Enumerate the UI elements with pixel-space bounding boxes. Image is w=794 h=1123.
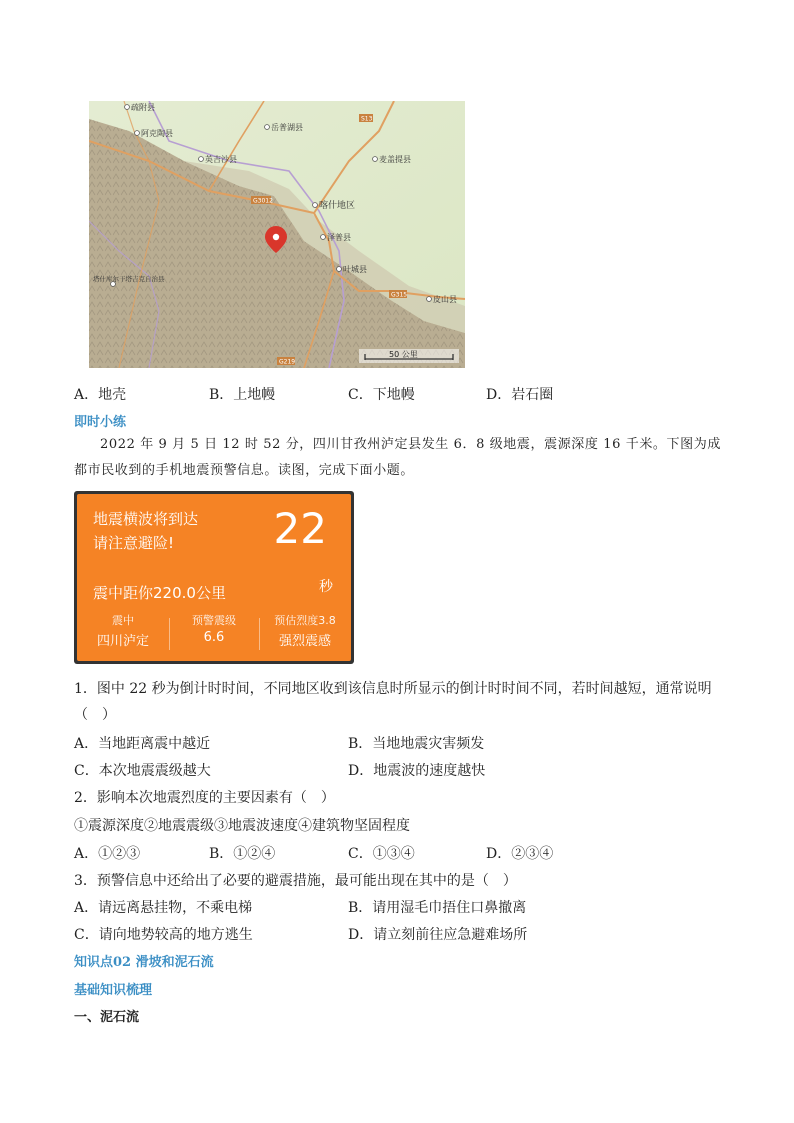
label-zepu: 泽普县 [327, 233, 351, 242]
alert-seconds-unit: 秒 [319, 579, 333, 595]
road-label-g3012: G3012 [253, 197, 273, 205]
q2-factors: ①震源深度②地震震级③地震波速度④建筑物坚固程度 [74, 818, 410, 834]
q3-option-d: D．请立刻前往应急避难场所 [348, 927, 528, 943]
q2-option-c: C．①③④ [348, 846, 415, 862]
label-shufu: 疏附县 [131, 103, 155, 112]
alert-cell-value: 强烈震感 [278, 634, 331, 649]
alert-cell-value: 6.6 [203, 630, 225, 645]
earthquake-region-map [89, 101, 465, 368]
map-scale-bar [359, 349, 459, 363]
label-yecheng: 叶城县 [343, 265, 367, 274]
q1-option-a: A．当地距离震中越近 [74, 736, 211, 752]
alert-line-1: 地震横波将到达 [93, 510, 199, 528]
q1-blank: （ ） [74, 707, 116, 723]
road-label-s13: S13 [361, 115, 373, 123]
q2-option-d: D．②③④ [486, 846, 554, 862]
alert-cell-intensity [261, 612, 349, 649]
intro-paragraph: 2022 年 9 月 5 日 12 时 52 分，四川甘孜州泸定县发生 6．8 级地震，震源深度 16 千米。下图为成都市民收到的手机地震预警信息。读图，完成下面小题。 [74, 437, 721, 478]
q1-option-c: C．本次地震震级越大 [74, 763, 211, 779]
q3-option-a: A．请远离悬挂物，不乘电梯 [74, 900, 253, 916]
alert-cell-magnitude [170, 612, 258, 645]
q1-option-d: D．地震波的速度越快 [348, 763, 486, 779]
option-d-top: D．岩石圈 [486, 387, 554, 403]
label-yuepuhu: 岳普湖县 [271, 123, 303, 132]
alert-line-2: 请注意避险! [93, 534, 175, 552]
alert-cell-header: 预估烈度3.8 [274, 614, 336, 627]
scale-label: 50 公里 [389, 350, 418, 359]
alert-cell-header: 震中 [112, 614, 134, 627]
q3-option-c: C．请向地势较高的地方逃生 [74, 927, 253, 943]
q3-stem: 3．预警信息中还给出了必要的避震措施，最可能出现在其中的是（ ） [74, 873, 517, 889]
label-aketao: 阿克陶县 [141, 129, 173, 138]
q2-option-a: A．①②③ [74, 846, 141, 862]
earthquake-alert-card [74, 491, 354, 664]
label-kashi: 喀什地区 [319, 201, 356, 211]
label-tashkurgan: 塔什库尔干塔吉克自治县 [93, 275, 165, 283]
alert-cell-epicenter [79, 612, 167, 649]
knowledge-point-heading: 知识点02 滑坡和泥石流 [74, 955, 214, 970]
basic-knowledge-heading: 基础知识梳理 [74, 983, 153, 998]
q3-option-b: B．请用湿毛巾捂住口鼻撤离 [348, 900, 527, 916]
alert-countdown: 22 [273, 504, 327, 553]
option-a-top: A．地壳 [74, 387, 127, 403]
label-maigaiti: 麦盖提县 [379, 155, 411, 164]
q2-option-b: B．①②④ [209, 846, 276, 862]
road-label-g315: G315 [391, 291, 408, 299]
debris-flow-heading: 一、泥石流 [74, 1010, 140, 1025]
section-practice-heading: 即时小练 [74, 415, 127, 430]
q1-stem: 1．图中 22 秒为倒计时时间，不同地区收到该信息时所显示的倒计时时间不同，若时间越短，通常说明 [74, 681, 712, 697]
road-label-g219: G219 [279, 358, 296, 366]
option-c-top: C．下地幔 [348, 387, 415, 403]
label-yingjisha: 英吉沙县 [205, 155, 237, 164]
alert-divider [259, 618, 260, 650]
option-b-top: B．上地幔 [209, 387, 276, 403]
q2-stem: 2．影响本次地震烈度的主要因素有（ ） [74, 790, 335, 806]
alert-cell-value: 四川泸定 [96, 634, 149, 649]
alert-cell-header: 预警震级 [192, 614, 236, 627]
alert-distance: 震中距你220.0公里 [93, 584, 226, 602]
label-pishan: 皮山县 [433, 295, 457, 304]
q1-option-b: B．当地地震灾害频发 [348, 736, 485, 752]
